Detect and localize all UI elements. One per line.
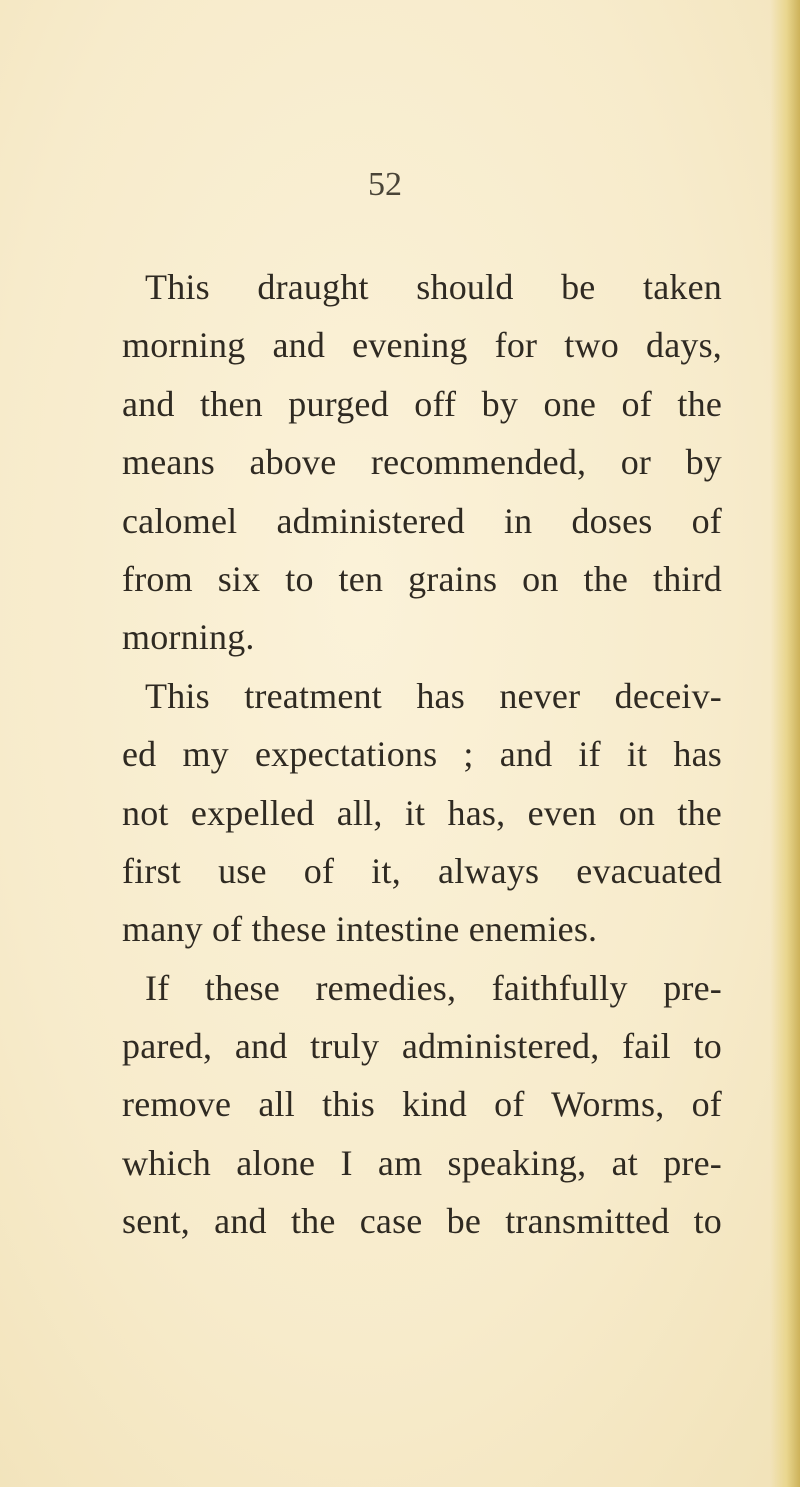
text-line: and then purged off by one of the bbox=[122, 383, 722, 424]
text-line: This draught should be taken bbox=[145, 267, 722, 307]
text-line: means above recommended, or by bbox=[122, 442, 722, 483]
page-edge-shadow bbox=[770, 0, 800, 1487]
text-line: sent, and the case be transmitted to bbox=[122, 1201, 722, 1242]
text-line: pared, and truly administered, fail to bbox=[122, 1026, 722, 1067]
body-text bbox=[122, 258, 722, 1251]
page-number: 52 bbox=[368, 166, 402, 203]
text-line: ed my expectations ; and if it has bbox=[122, 734, 722, 775]
text-line: many of these intestine enemies. bbox=[122, 909, 598, 950]
text-line: This treatment has never deceiv- bbox=[145, 675, 722, 716]
text-line: If these remedies, faithfully pre- bbox=[145, 967, 722, 1008]
text-line: from six to ten grains on the third bbox=[122, 558, 722, 599]
text-line: which alone I am speaking, at pre- bbox=[122, 1142, 722, 1183]
text-line: morning and evening for two days, bbox=[122, 325, 722, 366]
text-line: not expelled all, it has, even on the bbox=[122, 792, 722, 833]
text-line: morning. bbox=[122, 617, 255, 658]
text-line: first use of it, always evacuated bbox=[122, 850, 722, 891]
text-line: remove all this kind of Worms, of bbox=[122, 1084, 722, 1125]
text-line: calomel administered in doses of bbox=[122, 500, 722, 541]
